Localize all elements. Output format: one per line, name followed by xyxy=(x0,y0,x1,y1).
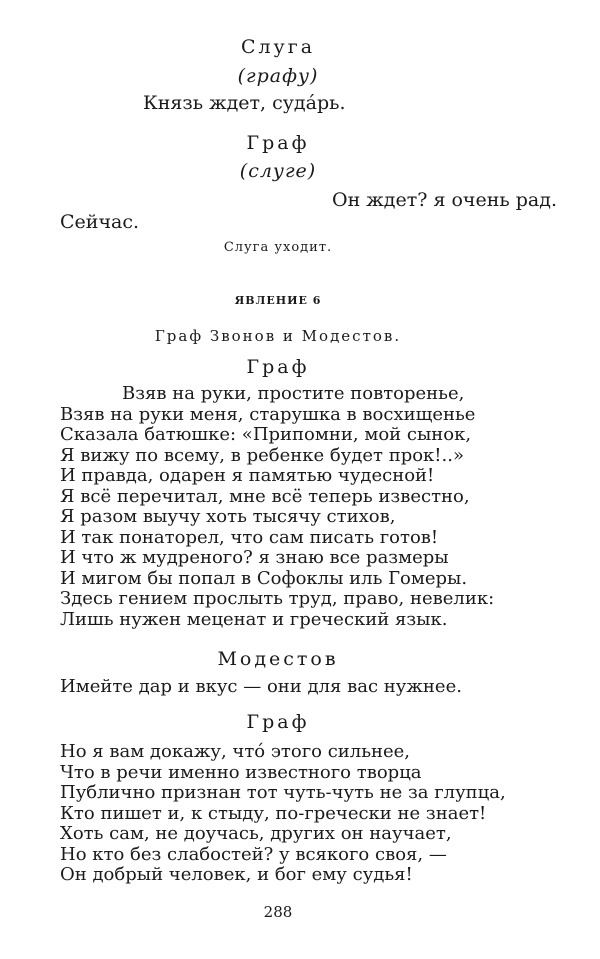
dialogue-line: Князь ждет, суда́рь. xyxy=(143,92,346,114)
speaker-name: Граф xyxy=(246,711,310,733)
verse-line: Я всё перечитал, мне всё теперь известно, xyxy=(60,485,470,507)
stage-direction: (слуге) xyxy=(239,160,317,182)
verse-line: И мигом бы попал в Софоклы иль Гомеры. xyxy=(60,567,468,589)
verse-line: Хоть сам, не доучась, других он научает, xyxy=(60,823,452,844)
verse-line: Что в речи именно известного творца xyxy=(60,761,422,783)
verse-line: Но я вам докажу, что́ этого сильнее, xyxy=(60,741,411,762)
scene-heading: ЯВЛЕНИЕ 6 xyxy=(234,294,322,307)
dialogue-line: Он ждет? я очень рад. xyxy=(332,189,557,211)
verse-line: Он добрый человек, и бог ему судья! xyxy=(60,864,413,885)
verse-line: Взяв на руки, простите повторенье, xyxy=(122,383,465,404)
page-number: 288 xyxy=(263,903,293,921)
speaker-name: Граф xyxy=(246,356,310,378)
verse-line: Взяв на руки меня, старушка в восхищенье xyxy=(60,403,476,425)
verse-line: Лишь нужен меценат и греческий язык. xyxy=(60,608,448,630)
scene-characters: Граф Звонов и Модестов. xyxy=(154,327,402,345)
verse-line: Здесь гением прослыть труд, право, невелик: xyxy=(60,588,495,609)
verse-line: Я вижу по всему, в ребенке будет прок!..» xyxy=(60,444,464,466)
speaker-name: Модестов xyxy=(217,648,339,670)
dialogue-line: Имейте дар и вкус — они для вас нужнее. xyxy=(60,676,462,697)
verse-line: И правда, одарен я памятью чудесной! xyxy=(60,465,435,486)
speaker-name: Слуга xyxy=(240,36,316,58)
dialogue-line: Сейчас. xyxy=(60,211,140,233)
verse-line: Но кто без слабостей? у всякого своя, — xyxy=(60,843,447,865)
verse-stanza xyxy=(60,742,506,886)
stage-direction-exit: Слуга уходит. xyxy=(223,240,333,255)
verse-line: Кто пишет и, к стыду, по-гречески не знает! xyxy=(60,802,487,824)
verse-line: Сказала батюшке: «Припомни, мой сынок, xyxy=(60,424,472,445)
verse-stanza xyxy=(60,384,494,630)
stage-direction: (графу) xyxy=(237,65,319,87)
speaker-name: Граф xyxy=(246,132,310,154)
verse-line: И так понаторел, что сам писать готов! xyxy=(60,526,439,548)
verse-line: Я разом выучу хоть тысячу стихов, xyxy=(60,506,396,527)
verse-line: Публично признан тот чуть-чуть не за глупца, xyxy=(60,782,506,803)
verse-line: И что ж мудреного? я знаю все размеры xyxy=(60,547,449,568)
